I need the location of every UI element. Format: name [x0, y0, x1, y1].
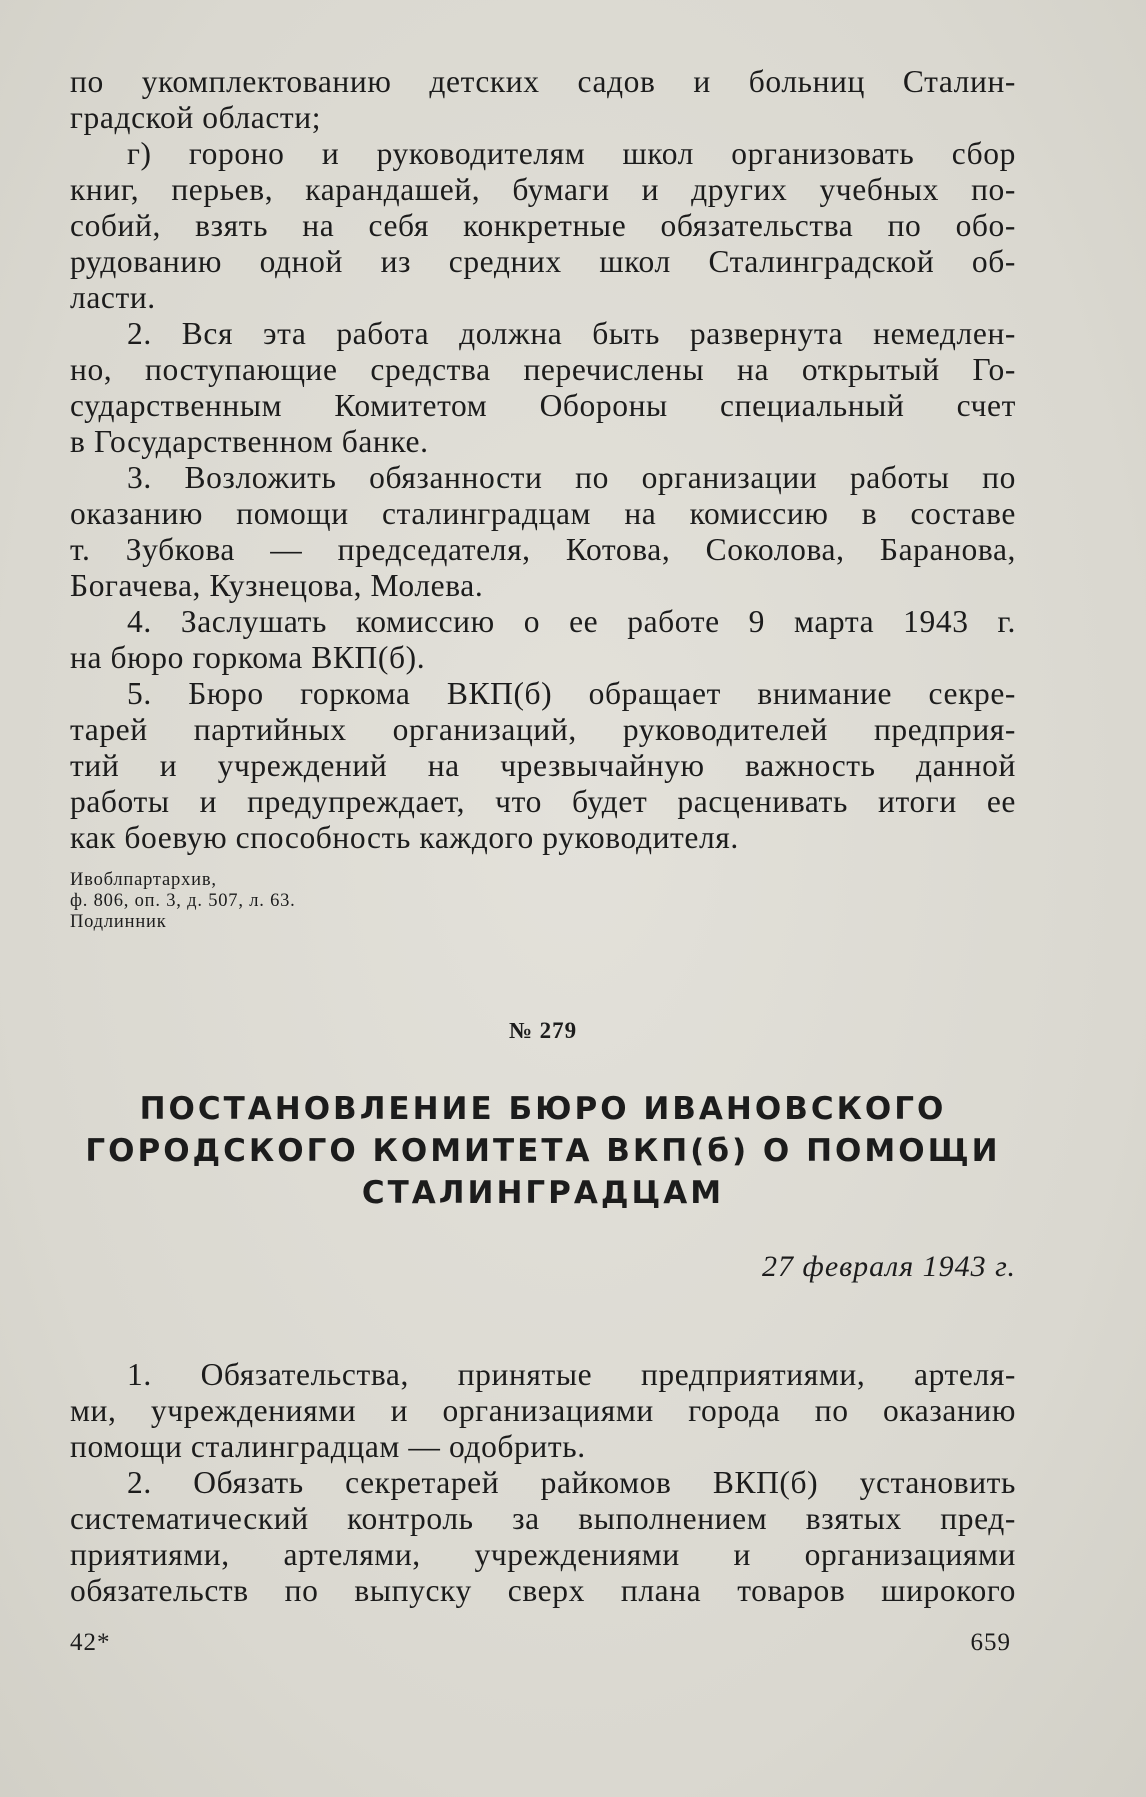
text-line: т. Зубкова — председателя, Котова, Соколова, Баранова, — [70, 532, 1016, 567]
signature-mark: 42* — [70, 1629, 111, 1656]
text-line: книг, перьев, карандашей, бумаги и других учебных по- — [70, 172, 1016, 207]
text-line: собий, взять на себя конкретные обязательства по обо- — [70, 208, 1016, 243]
text-line: тий и учреждений на чрезвычайную важность данной — [70, 748, 1016, 783]
source-line: ф. 806, оп. 3, д. 507, л. 63. — [70, 891, 296, 911]
text-line: по укомплектованию детских садов и больниц Сталин- — [70, 64, 1016, 99]
document-date: 27 февраля 1943 г. — [762, 1250, 1016, 1283]
text-line: оказанию помощи сталинградцам на комиссию в составе — [70, 496, 1016, 531]
page-number: 659 — [970, 1629, 1011, 1656]
document-title — [70, 1088, 1016, 1214]
text-line: 2. Обязать секретарей райкомов ВКП(б) установить — [127, 1465, 1016, 1500]
document-number: № 279 — [508, 1018, 578, 1043]
title-line: ПОСТАНОВЛЕНИЕ БЮРО ИВАНОВСКОГО — [139, 1091, 947, 1127]
text-line: на бюро горкома ВКП(б). — [70, 640, 426, 675]
text-line: систематический контроль за выполнением взятых пред- — [70, 1501, 1016, 1536]
text-line: 4. Заслушать комиссию о ее работе 9 марта 1943 г. — [127, 604, 1016, 639]
text-line: как боевую способность каждого руководителя. — [70, 820, 739, 855]
text-line: тарей партийных организаций, руководителей предприя- — [70, 712, 1016, 747]
text-line: в Государственном банке. — [70, 424, 429, 459]
source-line: Ивоблпартархив, — [70, 870, 217, 890]
text-line: градской области; — [70, 100, 322, 135]
title-line: ГОРОДСКОГО КОМИТЕТА ВКП(б) О ПОМОЩИ — [85, 1133, 1001, 1169]
text-line: но, поступающие средства перечислены на открытый Го- — [70, 352, 1016, 387]
text-line: ласти. — [70, 280, 156, 315]
source-line: Подлинник — [70, 912, 167, 932]
text-line: 1. Обязательства, принятые предприятиями, артеля- — [127, 1357, 1016, 1392]
text-line: ми, учреждениями и организациями города по оказанию — [70, 1393, 1016, 1428]
text-line: работы и предупреждает, что будет расценивать итоги ее — [70, 784, 1016, 819]
text-line: г) гороно и руководителям школ организовать сбор — [127, 136, 1016, 171]
top-body-text — [70, 64, 1016, 856]
text-line: сударственным Комитетом Обороны специальный счет — [70, 388, 1016, 423]
text-line: 3. Возложить обязанности по организации работы по — [127, 460, 1016, 495]
text-line: Богачева, Кузнецова, Молева. — [70, 568, 484, 603]
bottom-body-text — [70, 1357, 1016, 1609]
text-line: помощи сталинградцам — одобрить. — [70, 1429, 586, 1464]
title-line: СТАЛИНГРАДЦАМ — [361, 1175, 725, 1211]
text-line: приятиями, артелями, учреждениями и организациями — [70, 1537, 1016, 1572]
text-line: 2. Вся эта работа должна быть развернута немедлен- — [127, 316, 1016, 351]
text-line: обязательств по выпуску сверх плана товаров широкого — [70, 1573, 1016, 1608]
text-line: 5. Бюро горкома ВКП(б) обращает внимание секре- — [127, 676, 1016, 711]
archive-source-note — [70, 870, 1016, 933]
text-line: рудованию одной из средних школ Сталинградской об- — [70, 244, 1016, 279]
